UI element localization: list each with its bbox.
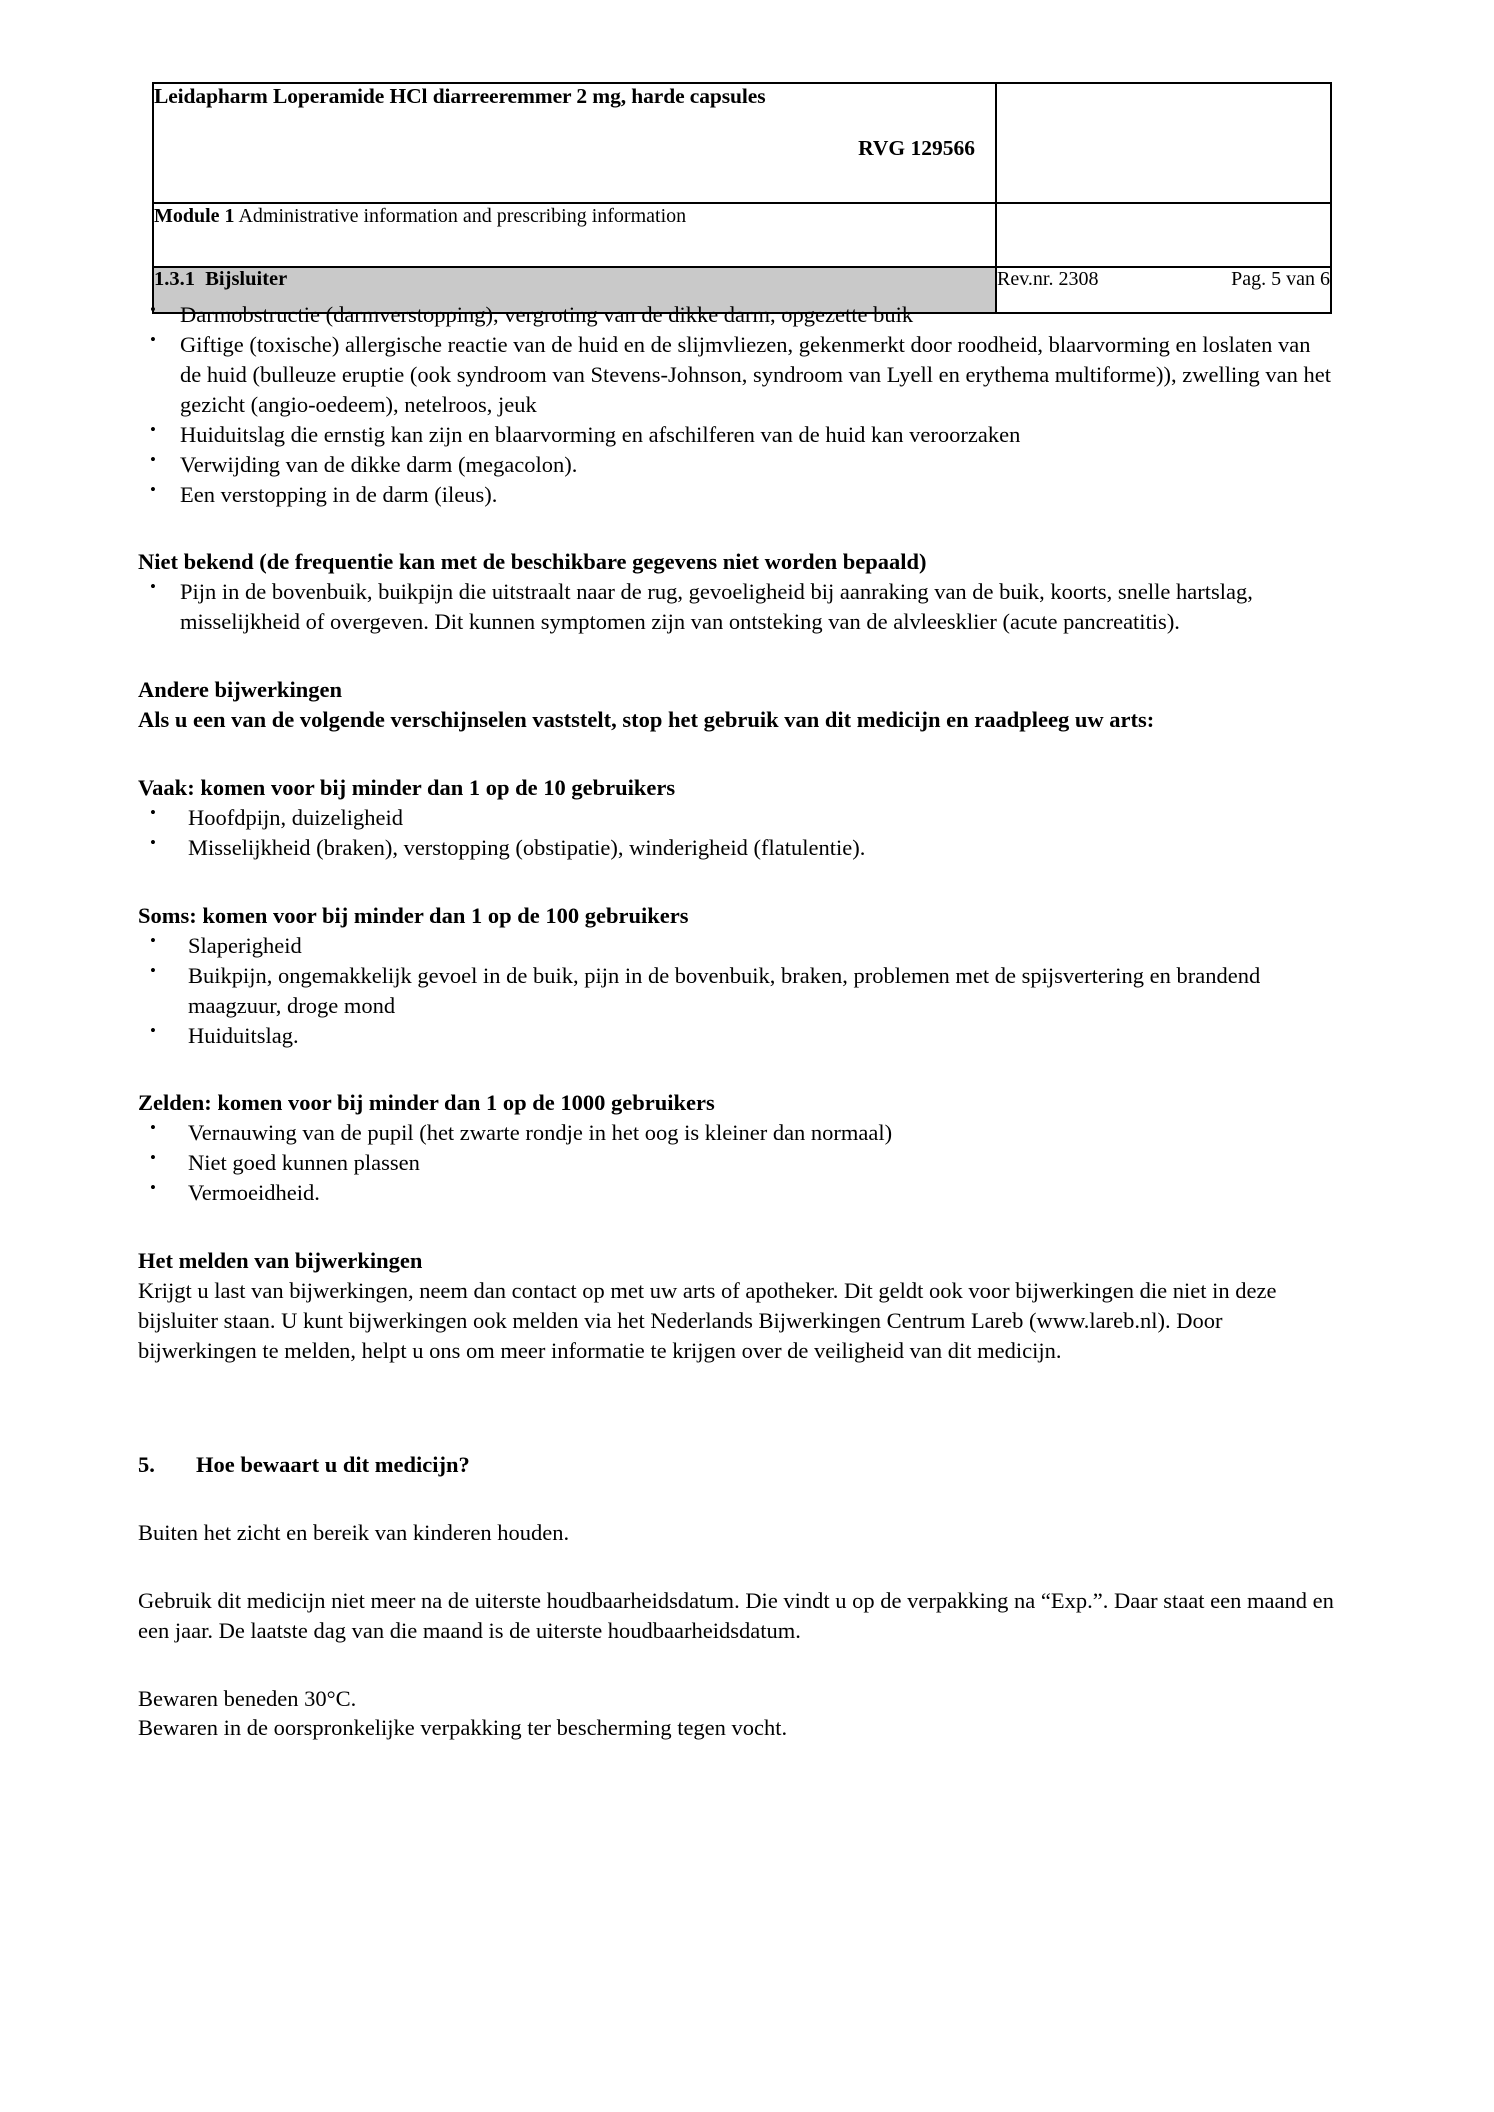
spacer [138,509,1334,547]
list-item: • Misselijkheid (braken), verstopping (obstipatie), winderigheid (flatulentie). [138,833,1334,863]
header-cell-module [153,203,996,267]
paragraph-storage-children: Buiten het zicht en bereik van kinderen houden. [138,1519,570,1545]
list-item: • Verwijding van de dikke darm (megacolon). [138,450,1334,480]
revision-number: Rev.nr. 2308 [997,268,1099,290]
spacer [138,1548,1334,1586]
vaak-bullet-list [138,803,1334,863]
heading-vaak: Vaak: komen voor bij minder dan 1 op de 10 gebruikers [138,775,676,801]
section-number: 1.3.1 [154,268,195,290]
spacer [138,735,1334,773]
document-header-table [152,82,1332,314]
list-item: • Niet goed kunnen plassen [138,1148,1334,1178]
paragraph-storage-packaging: Bewaren in de oorspronkelijke verpakking ter bescherming tegen vocht. [138,1715,788,1741]
module-text: Administrative information and prescribing information [234,205,687,227]
list-item: • Een verstopping in de darm (ileus). [138,480,1334,510]
rvg-number: RVG 129566 [858,136,975,160]
heading-andere-bijwerkingen: Andere bijwerkingen [138,677,342,703]
list-item: • Hoofdpijn, duizeligheid [138,803,1334,833]
list-item: • Huiduitslag. [138,1021,1334,1051]
header-row-module [153,203,1331,267]
paragraph-storage-expiry: Gebruik dit medicijn niet meer na de uiterste houdbaarheidsdatum. Die vindt u op de verpakking na “Exp.”. Daar staat een maand en een jaar. De laatste dag van die maand is de uiterste houdbaarheidsdatum. [138,1587,1334,1643]
list-item: • Pijn in de bovenbuik, buikpijn die uitstraalt naar de rug, gevoeligheid bij aanraking van de buik, koorts, snelle hartslag, misselijkheid of overgeven. Dit kunnen symptomen zijn van ontsteking van de alvleesklier (acute pancreatitis). [138,577,1334,637]
spacer [138,1366,1334,1424]
header-cell-blank-mid [996,203,1331,267]
heading-melden: Het melden van bijwerkingen [138,1248,423,1274]
spacer [138,1050,1334,1088]
top-bullet-list [138,300,1334,509]
heading-soms: Soms: komen voor bij minder dan 1 op de 100 gebruikers [138,902,689,928]
zelden-bullet-list [138,1118,1334,1208]
header-cell-blank-top [996,83,1331,203]
list-item: • Vermoeidheid. [138,1178,1334,1208]
module-label: Module 1 [154,205,235,227]
spacer [138,1646,1334,1684]
niet-bekend-bullet-list [138,577,1334,637]
list-item: • Buikpijn, ongemakkelijk gevoel in de buik, pijn in de bovenbuik, braken, problemen met de spijsvertering en brandend maagzuur, droge mond [138,961,1334,1021]
list-item: • Vernauwing van de pupil (het zwarte rondje in het oog is kleiner dan normaal) [138,1118,1334,1148]
heading-zelden: Zelden: komen voor bij minder dan 1 op de 1000 gebruikers [138,1090,715,1116]
heading-niet-bekend: Niet bekend (de frequentie kan met de beschikbare gegevens niet worden bepaald) [138,549,927,575]
section-5-title: Hoe bewaart u dit medicijn? [196,1451,470,1477]
header-cell-title [153,83,996,203]
header-row-title [153,83,1331,203]
section-5-number: 5. [138,1451,155,1477]
spacer [138,863,1334,901]
list-item: • Giftige (toxische) allergische reactie van de huid en de slijmvliezen, gekenmerkt door roodheid, blaarvorming en loslaten van de huid (bulleuze eruptie (ook syndroom van Stevens-Johnson, syndroom van Lyell en erythema multiforme)), zwelling van het gezicht (angio-oedeem), netelroos, jeuk [138,330,1334,420]
paragraph-melden: Krijgt u last van bijwerkingen, neem dan contact op met uw arts of apotheker. Dit geldt ook voor bijwerkingen die niet in deze bijsluiter staan. U kunt bijwerkingen ook melden via het Nederlands Bijwerkingen Centrum Lareb (www.lareb.nl). Door bijwerkingen te melden, helpt u ons om meer informatie te krijgen over de veiligheid van dit medicijn. [138,1278,1277,1363]
list-item: • Huiduitslag die ernstig kan zijn en blaarvorming en afschilferen van de huid kan veroorzaken [138,420,1334,450]
list-item: • Darmobstructie (darmverstopping), vergroting van de dikke darm, opgezette buik [138,300,1334,330]
section-title: Bijsluiter [205,268,288,290]
heading-section-5 [138,1450,1334,1480]
soms-bullet-list [138,931,1334,1051]
spacer [138,1480,1334,1518]
spacer [138,637,1334,675]
paragraph-storage-temp: Bewaren beneden 30°C. [138,1685,357,1711]
subheading-andere-bijwerkingen: Als u een van de volgende verschijnselen vaststelt, stop het gebruik van dit medicijn en raadpleeg uw arts: [138,707,1155,733]
list-item: • Slaperigheid [138,931,1334,961]
spacer [138,1424,1334,1450]
page-info: Pag. 5 van 6 [1231,268,1330,290]
document-body [138,300,1334,1743]
document-title: Leidapharm Loperamide HCl diarreeremmer 2 mg, harde capsules [154,84,766,108]
spacer [138,1208,1334,1246]
